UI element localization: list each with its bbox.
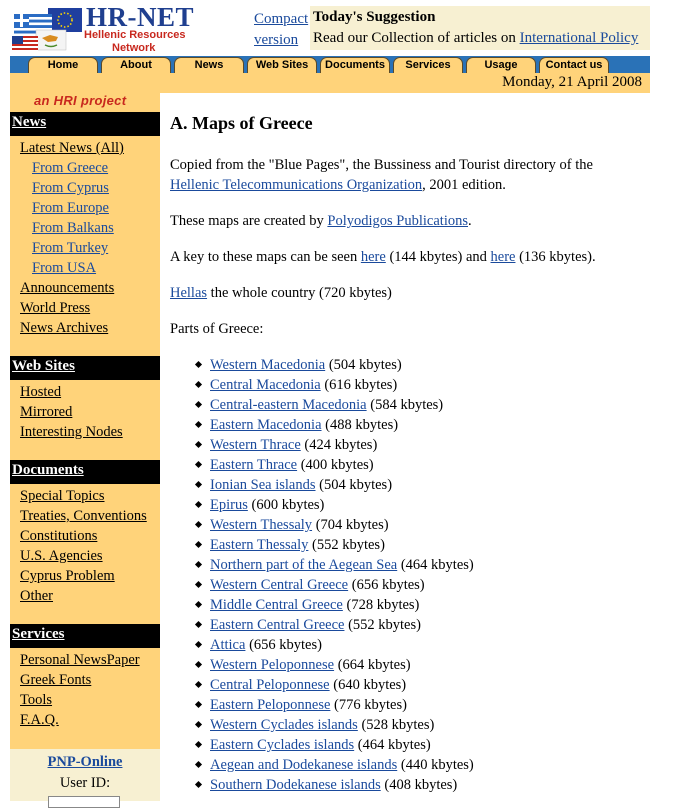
bullet-icon — [195, 621, 202, 628]
list-item — [194, 535, 474, 555]
sidebar-section-title: Web Sites — [12, 358, 75, 374]
parts-of-greece-list — [194, 355, 474, 795]
map-link[interactable]: Northern part of the Aegean Sea — [210, 557, 398, 573]
list-item — [194, 395, 474, 415]
map-size: (504 kbytes) — [315, 477, 393, 493]
sidebar-item-interesting-nodes[interactable]: Interesting Nodes — [20, 424, 123, 440]
tab-news[interactable]: News — [174, 57, 244, 73]
bullet-icon — [195, 501, 202, 508]
list-item — [194, 435, 474, 455]
intro-paragraph — [170, 155, 593, 195]
map-size: (616 kbytes) — [320, 377, 398, 393]
list-item — [194, 475, 474, 495]
map-link[interactable]: Western Central Greece — [210, 577, 349, 593]
parts-label: Parts of Greece: — [170, 321, 264, 337]
map-link[interactable]: Central Peloponnese — [210, 677, 330, 693]
tab-web-sites[interactable]: Web Sites — [247, 57, 317, 73]
sidebar-item-news-archives[interactable]: News Archives — [20, 320, 109, 336]
list-item — [194, 595, 474, 615]
list-item — [194, 695, 474, 715]
sidebar-section-services[interactable] — [10, 624, 160, 648]
bullet-icon — [195, 581, 202, 588]
list-item — [194, 555, 474, 575]
bullet-icon — [195, 521, 202, 528]
map-link[interactable]: Middle Central Greece — [210, 597, 343, 613]
sidebar-item-world-press[interactable]: World Press — [20, 300, 91, 316]
sidebar-section-news[interactable] — [10, 112, 160, 136]
tab-documents[interactable]: Documents — [320, 57, 390, 73]
sidebar-item-from-balkans[interactable]: From Balkans — [32, 220, 114, 236]
map-size: (640 kbytes) — [329, 677, 407, 693]
hellas-map-link[interactable]: Hellas — [170, 285, 208, 301]
hr-net-logo[interactable] — [10, 4, 250, 54]
sidebar-section-title: News — [12, 114, 47, 130]
user-id-label: User ID: — [59, 775, 111, 791]
map-size: (504 kbytes) — [325, 357, 402, 373]
map-link[interactable]: Western Thessaly — [210, 517, 313, 533]
logo-subtitle-2: Network — [112, 42, 156, 54]
map-link[interactable]: Eastern Central Greece — [210, 617, 345, 633]
sidebar-item-from-turkey[interactable]: From Turkey — [32, 240, 109, 256]
bullet-icon — [195, 601, 202, 608]
map-size: (552 kbytes) — [344, 617, 421, 633]
map-size: (664 kbytes) — [334, 657, 411, 673]
list-item — [194, 495, 474, 515]
sidebar-item-constitutions[interactable]: Constitutions — [20, 528, 98, 544]
sidebar-section-title: Services — [12, 626, 65, 642]
key-suffix: (136 kbytes). — [515, 249, 596, 265]
bullet-icon — [195, 681, 202, 688]
bullet-icon — [195, 721, 202, 728]
pnp-online-link[interactable]: PNP-Online — [47, 754, 123, 770]
list-item — [194, 675, 474, 695]
todays-suggestion-box — [310, 6, 650, 50]
bullet-icon — [195, 741, 202, 748]
list-item — [194, 635, 474, 655]
bullet-icon — [195, 381, 202, 388]
list-item — [194, 735, 474, 755]
hri-project-tagline: an HRI project — [34, 93, 127, 108]
map-link[interactable]: Ionian Sea islands — [210, 477, 316, 493]
list-item — [194, 615, 474, 635]
list-item — [194, 755, 474, 775]
map-link[interactable]: Eastern Cyclades islands — [210, 737, 355, 753]
sidebar-item-personal-newspaper[interactable]: Personal NewsPaper — [20, 652, 140, 668]
map-link[interactable]: Eastern Macedonia — [210, 417, 322, 433]
page-header — [0, 0, 695, 56]
list-item — [194, 455, 474, 475]
suggestion-prefix: Read our Collection of articles on — [313, 30, 520, 46]
map-size: (552 kbytes) — [308, 537, 385, 553]
map-link[interactable]: Eastern Peloponnese — [210, 697, 331, 713]
suggestion-link[interactable]: International Policy — [519, 30, 639, 46]
bullet-icon — [195, 421, 202, 428]
created-by-text: These maps are created by — [170, 213, 328, 229]
sidebar-item-greek-fonts[interactable]: Greek Fonts — [20, 672, 92, 688]
key-mid-text: (144 kbytes) and — [385, 249, 491, 265]
map-size: (464 kbytes) — [354, 737, 431, 753]
sidebar-item-hosted[interactable]: Hosted — [20, 384, 62, 400]
bullet-icon — [195, 361, 202, 368]
key-link-2[interactable]: here — [490, 249, 516, 265]
intro-text: Copied from the "Blue Pages", the Bussiness and Tourist directory of the — [170, 157, 593, 173]
map-size: (584 kbytes) — [366, 397, 444, 413]
map-size: (400 kbytes) — [297, 457, 374, 473]
hellenic-telecom-link[interactable]: Hellenic Telecommunications Organization — [170, 177, 423, 193]
sidebar-item-latest-news[interactable]: Latest News (All) — [20, 140, 124, 156]
map-size: (728 kbytes) — [342, 597, 420, 613]
bullet-icon — [195, 561, 202, 568]
sidebar-item-from-usa[interactable]: From USA — [32, 260, 97, 276]
compact-version-link[interactable]: Compact version — [254, 11, 309, 48]
tab-services[interactable]: Services — [393, 57, 463, 73]
bullet-icon — [195, 441, 202, 448]
main-nav — [10, 56, 650, 73]
date-bar — [10, 73, 650, 93]
current-date: Monday, 21 April 2008 — [502, 74, 642, 90]
map-link[interactable]: Eastern Thessaly — [210, 537, 309, 553]
polyodigos-link[interactable]: Polyodigos Publications — [327, 213, 468, 229]
sidebar-item-faq[interactable]: F.A.Q. — [20, 712, 59, 728]
bullet-icon — [195, 641, 202, 648]
hellas-paragraph — [170, 283, 392, 303]
sidebar-item-treaties[interactable]: Treaties, Conventions — [20, 508, 147, 524]
sidebar-section-documents[interactable] — [10, 460, 160, 484]
map-link[interactable]: Southern Dodekanese islands — [210, 777, 381, 793]
map-size: (656 kbytes) — [245, 637, 322, 653]
map-link[interactable]: Western Cyclades islands — [210, 717, 358, 733]
map-size: (488 kbytes) — [321, 417, 399, 433]
sidebar-item-from-greece[interactable]: From Greece — [32, 160, 109, 176]
sidebar-item-us-agencies[interactable]: U.S. Agencies — [20, 548, 103, 564]
map-link[interactable]: Western Thrace — [210, 437, 301, 453]
map-size: (528 kbytes) — [357, 717, 435, 733]
bullet-icon — [195, 401, 202, 408]
list-item — [194, 655, 474, 675]
suggestion-text — [313, 30, 638, 47]
list-item — [194, 355, 474, 375]
hellas-suffix: the whole country (720 kbytes) — [207, 285, 392, 301]
logo-title: HR-NET — [86, 2, 195, 32]
logo-subtitle-1: Hellenic Resources — [84, 29, 186, 41]
flags-logo-icon — [12, 6, 84, 54]
map-link[interactable]: Eastern Thrace — [210, 457, 298, 473]
list-item — [194, 515, 474, 535]
list-item — [194, 775, 474, 795]
tab-about[interactable]: About — [101, 57, 171, 73]
map-size: (704 kbytes) — [312, 517, 389, 533]
map-size: (656 kbytes) — [348, 577, 425, 593]
map-link[interactable]: Western Peloponnese — [210, 657, 335, 673]
sidebar-item-cyprus-problem[interactable]: Cyprus Problem — [20, 568, 115, 584]
sidebar-section-web-sites[interactable] — [10, 356, 160, 380]
map-size: (408 kbytes) — [380, 777, 458, 793]
map-link[interactable]: Aegean and Dodekanese islands — [210, 757, 398, 773]
list-item — [194, 415, 474, 435]
tab-contact-us[interactable]: Contact us — [539, 57, 609, 73]
pnp-online-login — [10, 749, 160, 801]
left-sidebar — [10, 93, 160, 801]
sidebar-item-tools[interactable]: Tools — [20, 692, 53, 708]
user-id-input[interactable] — [48, 796, 120, 808]
map-link[interactable]: Western Macedonia — [210, 357, 326, 373]
map-size: (600 kbytes) — [247, 497, 325, 513]
map-link[interactable]: Epirus — [210, 497, 248, 513]
map-size: (776 kbytes) — [330, 697, 407, 713]
tab-usage[interactable]: Usage — [466, 57, 536, 73]
map-size: (424 kbytes) — [300, 437, 378, 453]
sidebar-item-from-europe[interactable]: From Europe — [32, 200, 109, 216]
key-paragraph — [170, 247, 596, 267]
tab-home[interactable]: Home — [28, 57, 98, 73]
map-link[interactable]: Central-eastern Macedonia — [210, 397, 367, 413]
intro-suffix: , 2001 edition. — [422, 177, 506, 193]
suggestion-title: Today's Suggestion — [313, 9, 436, 25]
bullet-icon — [195, 701, 202, 708]
created-by-paragraph — [170, 211, 472, 231]
map-size: (440 kbytes) — [397, 757, 474, 773]
sidebar-item-from-cyprus[interactable]: From Cyprus — [32, 180, 109, 196]
map-link[interactable]: Attica — [210, 637, 246, 653]
bullet-icon — [195, 661, 202, 668]
created-by-suffix: . — [468, 213, 472, 229]
map-link[interactable]: Central Macedonia — [210, 377, 321, 393]
list-item — [194, 715, 474, 735]
bullet-icon — [195, 481, 202, 488]
bullet-icon — [195, 541, 202, 548]
bullet-icon — [195, 781, 202, 788]
map-size: (464 kbytes) — [397, 557, 474, 573]
list-item — [194, 375, 474, 395]
sidebar-item-announcements[interactable]: Announcements — [20, 280, 115, 296]
sidebar-item-mirrored[interactable]: Mirrored — [20, 404, 73, 420]
sidebar-item-other[interactable]: Other — [20, 588, 54, 604]
page-title: A. Maps of Greece — [170, 113, 313, 133]
sidebar-section-title: Documents — [12, 462, 84, 478]
key-text: A key to these maps can be seen — [170, 249, 361, 265]
key-link-1[interactable]: here — [360, 249, 386, 265]
bullet-icon — [195, 761, 202, 768]
sidebar-item-special-topics[interactable]: Special Topics — [20, 488, 105, 504]
list-item — [194, 575, 474, 595]
bullet-icon — [195, 461, 202, 468]
